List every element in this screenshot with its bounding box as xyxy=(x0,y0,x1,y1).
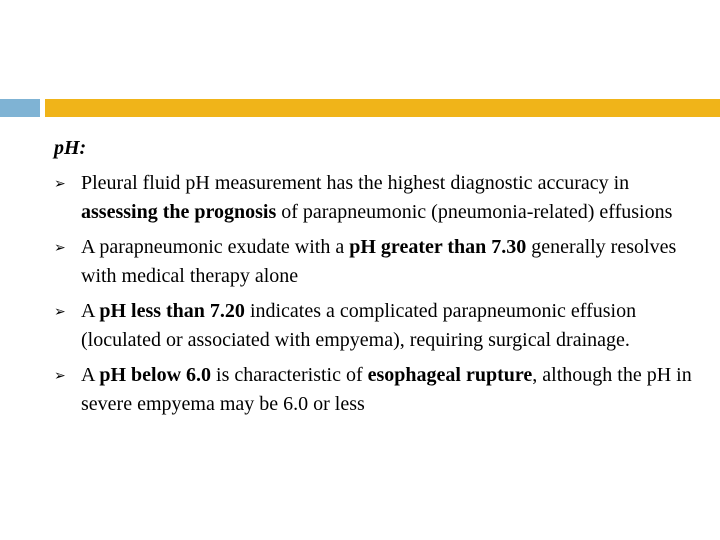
header-accent-bar-right xyxy=(45,99,720,117)
bullet-text: Pleural fluid pH measurement has the highest diagnostic accuracy in assessing the prognosis of parapneumonic (pneumonia-related) effusions xyxy=(81,172,673,223)
slide-content xyxy=(54,134,694,425)
bullet-text: A pH less than 7.20 indicates a complicated parapneumonic effusion (loculated or associated with empyema), requiring surgical drainage. xyxy=(81,300,637,351)
bullet-item xyxy=(54,233,694,291)
bullet-text: A parapneumonic exudate with a pH greater than 7.30 generally resolves with medical therapy alone xyxy=(81,236,677,287)
bullet-item xyxy=(54,361,694,419)
arrow-bullet-icon: ➢ xyxy=(54,304,66,320)
arrow-bullet-icon: ➢ xyxy=(54,368,66,384)
header-accent-bar-left xyxy=(0,99,40,117)
bullet-item xyxy=(54,169,694,227)
arrow-bullet-icon: ➢ xyxy=(54,240,66,256)
bullet-item xyxy=(54,297,694,355)
bullet-text: A pH below 6.0 is characteristic of esophageal rupture, although the pH in severe empyema may be 6.0 or less xyxy=(81,364,692,415)
slide-heading: pH: xyxy=(54,137,87,159)
bullet-list xyxy=(54,169,694,419)
arrow-bullet-icon: ➢ xyxy=(54,176,66,192)
